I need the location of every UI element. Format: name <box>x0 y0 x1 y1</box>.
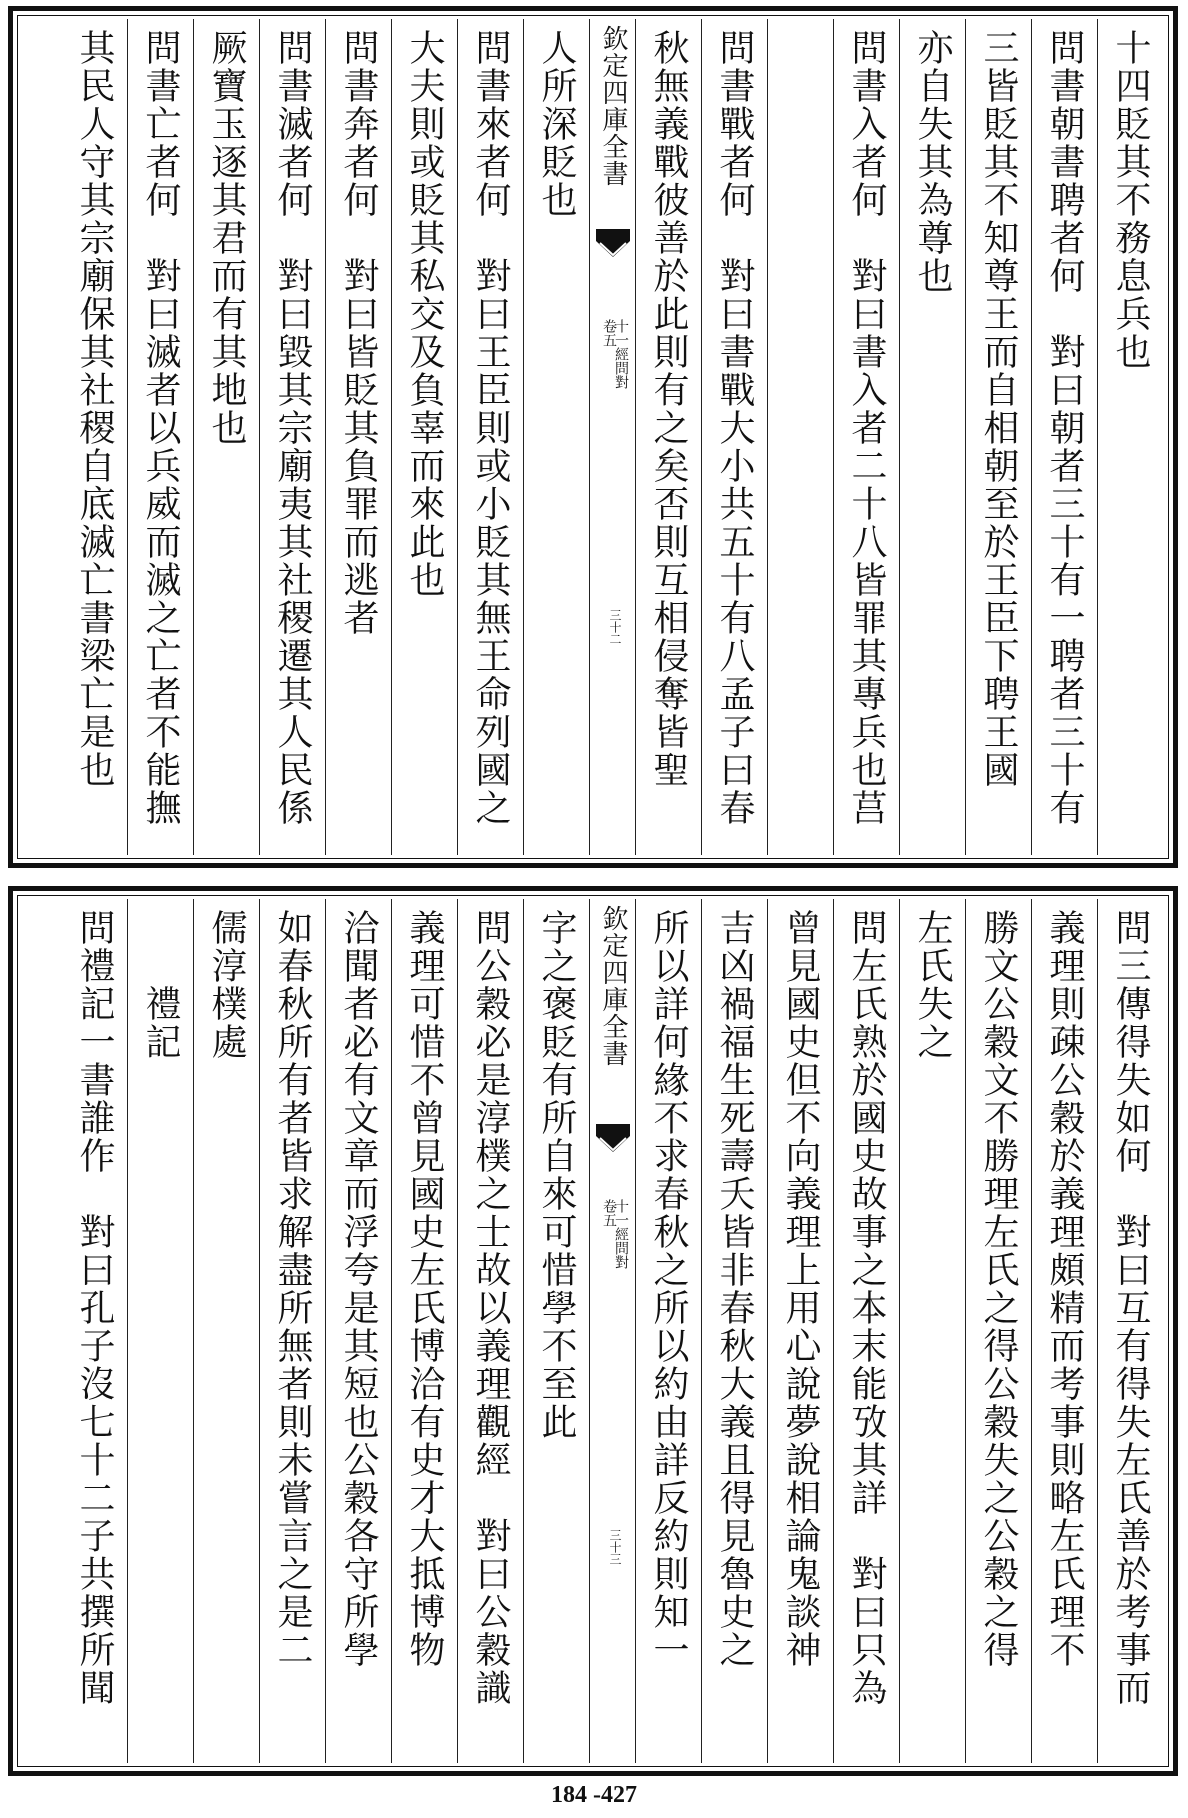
gutter-leaf-number: 三十三 <box>608 1529 622 1565</box>
center-gutter <box>589 19 635 855</box>
fishtail-mark-icon <box>596 1124 630 1154</box>
gutter-leaf-number: 三十二 <box>608 609 622 645</box>
text-column: 左氏失之 <box>899 899 965 1763</box>
top-page-columns <box>23 19 1163 855</box>
text-column: 三皆貶其不知尊王而自相朝至於王臣下聘王國 <box>965 19 1031 855</box>
text-column: 問書奔者何 對曰皆貶其負罪而逃者 <box>325 19 391 855</box>
text-column: 問書來者何 對曰王臣則或小貶其無王命列國之 <box>457 19 523 855</box>
gutter-volume: 卷五 <box>601 1199 617 1227</box>
text-column: 問禮記一書誰作 對曰孔子沒七十二子共撰所聞 <box>74 909 115 1707</box>
gutter-book-title: 十一經問對 <box>613 1199 629 1269</box>
bottom-page-frame <box>8 886 1178 1776</box>
text-column: 問書亡者何 對曰滅者以兵威而滅之亡者不能撫 <box>127 19 193 855</box>
text-column: 其民人守其宗廟保其社稷自底滅亡書梁亡是也 <box>74 29 115 789</box>
bottom-page-columns <box>23 899 1163 1763</box>
text-column: 勝文公穀文不勝理左氏之得公穀失之公穀之得 <box>965 899 1031 1763</box>
text-column: 吉凶禍福生死壽夭皆非春秋大義且得見魯史之 <box>701 899 767 1763</box>
text-column: 問公穀必是淳樸之士故以義理觀經 對曰公穀識 <box>457 899 523 1763</box>
text-column: 十四貶其不務息兵也 <box>1097 19 1163 855</box>
gutter-title: 欽定四庫全書 <box>598 25 628 187</box>
text-column: 大夫則或貶其私交及負辜而來此也 <box>391 19 457 855</box>
section-heading: 禮記 <box>127 899 193 1763</box>
gutter-volume: 卷五 <box>601 319 617 347</box>
page-number: 184 -427 <box>551 1782 637 1808</box>
text-column: 亦自失其為尊也 <box>899 19 965 855</box>
text-column: 厥寶玉逐其君而有其地也 <box>193 19 259 855</box>
text-column: 問書滅者何 對曰毀其宗廟夷其社稷遷其人民係 <box>259 19 325 855</box>
text-column: 秋無義戰彼善於此則有之矣否則互相侵奪皆聖 <box>635 19 701 855</box>
text-column: 問三傳得失如何 對曰互有得失左氏善於考事而 <box>1097 899 1163 1763</box>
text-column: 字之褒貶有所自來可惜學不至此 <box>523 899 589 1763</box>
text-column: 義理則疎公穀於義理頗精而考事則略左氏理不 <box>1031 899 1097 1763</box>
center-gutter <box>589 899 635 1763</box>
text-column: 曾見國史但不向義理上用心說夢說相論鬼談神 <box>767 899 833 1763</box>
text-column: 問書朝書聘者何 對曰朝者三十有一聘者三十有 <box>1031 19 1097 855</box>
text-column-with-note <box>767 19 833 855</box>
text-column: 儒淳樸處 <box>193 899 259 1763</box>
text-column: 問書入者何 對曰書入者二十八皆罪其專兵也莒 <box>833 19 899 855</box>
text-column: 問左氏熟於國史故事之本末能攷其詳 對曰只為 <box>833 899 899 1763</box>
text-column: 洽聞者必有文章而浮夸是其短也公穀各守所學 <box>325 899 391 1763</box>
text-column: 義理可惜不曾見國史左氏博洽有史才大抵博物 <box>391 899 457 1763</box>
text-column: 人所深貶也 <box>523 19 589 855</box>
fishtail-mark-icon <box>596 229 630 259</box>
text-column: 如春秋所有者皆求解盡所無者則未嘗言之是二 <box>259 899 325 1763</box>
text-column: 所以詳何緣不求春秋之所以約由詳反約則知一 <box>635 899 701 1763</box>
gutter-book-title: 十一經問對 <box>613 319 629 389</box>
text-column: 問書戰者何 對曰書戰大小共五十有八孟子曰春 <box>701 19 767 855</box>
gutter-title: 欽定四庫全書 <box>598 905 628 1067</box>
top-page-frame <box>8 6 1178 868</box>
